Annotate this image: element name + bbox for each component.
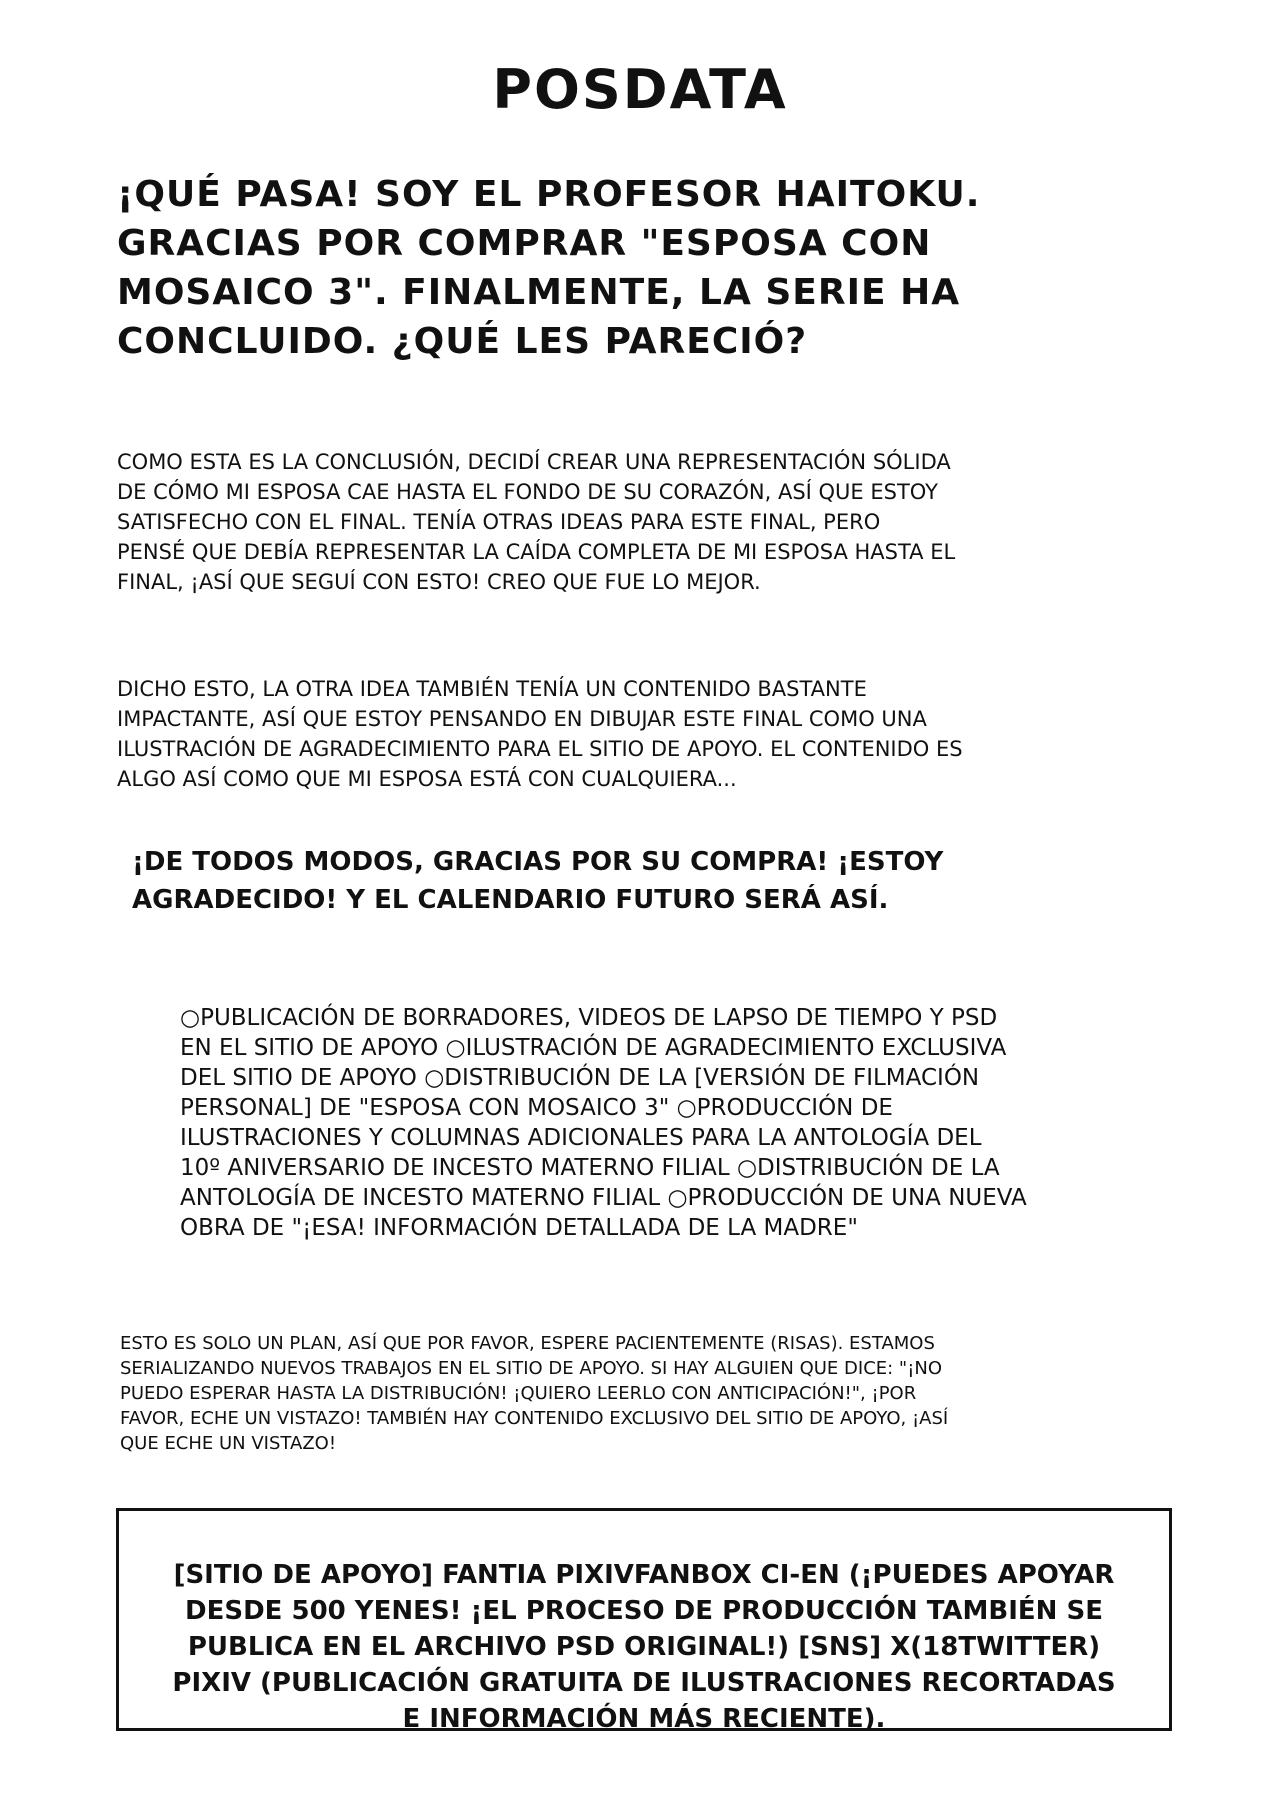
support-info-box [116, 1508, 1172, 1734]
paragraph-other-idea: DICHO ESTO, LA OTRA IDEA TAMBIÉN TENÍA UN CONTENIDO BASTANTE IMPACTANTE, ASÍ QUE ESTOY PENSANDO EN DIBUJAR ESTE FINAL COMO UNA ILUSTRACIÓN DE AGRADECIMIENTO PARA EL SITIO DE APOYO. EL CONTENIDO ES ALGO ASÍ COMO QUE MI ESPOSA ESTÁ CON CUALQUIERA... [117, 677, 963, 791]
paragraph-conclusion: COMO ESTA ES LA CONCLUSIÓN, DECIDÍ CREAR UNA REPRESENTACIÓN SÓLIDA DE CÓMO MI ESPOSA CAE HASTA EL FONDO DE SU CORAZÓN, ASÍ QUE ESTOY SATISFECHO CON EL FINAL. TENÍA OTRAS IDEAS PARA ESTE FINAL, PERO PENSÉ QUE DEBÍA REPRESENTAR LA CAÍDA COMPLETA DE MI ESPOSA HASTA EL FINAL, ¡ASÍ QUE SEGUÍ CON ESTO! CREO QUE FUE LO MEJOR. [117, 450, 956, 594]
plan-note: ESTO ES SOLO UN PLAN, ASÍ QUE POR FAVOR, ESPERE PACIENTEMENTE (RISAS). ESTAMOS SERIALIZANDO NUEVOS TRABAJOS EN EL SITIO DE APOYO. SI HAY ALGUIEN QUE DICE: "¡NO PUEDO ESPERAR HASTA LA DISTRIBUCIÓN! ¡QUIERO LEERLO CON ANTICIPACIÓN!", ¡POR FAVOR, ECHE UN VISTAZO! TAMBIÉN HAY CONTENIDO EXCLUSIVO DEL SITIO DE APOYO, ¡ASÍ QUE ECHE UN VISTAZO! [120, 1333, 949, 1454]
support-info-text: [SITIO DE APOYO] FANTIA PIXIVFANBOX CI-EN (¡PUEDES APOYAR DESDE 500 YENES! ¡EL PROCESO DE PRODUCCIÓN TAMBIÉN SE PUBLICA EN EL ARCHIVO PSD ORIGINAL!) [SNS] X(18TWITTER) PIXIV (PUBLICACIÓN GRATUITA DE ILUSTRACIONES RECORTADAS E INFORMACIÓN MÁS RECIENTE). [172, 1560, 1116, 1734]
page-title: POSDATA [492, 58, 788, 121]
thanks-text: ¡DE TODOS MODOS, GRACIAS POR SU COMPRA! ¡ESTOY AGRADECIDO! Y EL CALENDARIO FUTURO SERÁ ASÍ. [132, 847, 944, 915]
intro-text: ¡QUÉ PASA! SOY EL PROFESOR HAITOKU. GRACIAS POR COMPRAR "ESPOSA CON MOSAICO 3". FINALMENTE, LA SERIE HA CONCLUIDO. ¿QUÉ LES PARECIÓ? [117, 174, 981, 362]
schedule-list: ○PUBLICACIÓN DE BORRADORES, VIDEOS DE LAPSO DE TIEMPO Y PSD EN EL SITIO DE APOYO ○ILUSTRACIÓN DE AGRADECIMIENTO EXCLUSIVA DEL SITIO DE APOYO ○DISTRIBUCIÓN DE LA [VERSIÓN DE FILMACIÓN PERSONAL] DE "ESPOSA CON MOSAICO 3" ○PRODUCCIÓN DE ILUSTRACIONES Y COLUMNAS ADICIONALES PARA LA ANTOLOGÍA DEL 10º ANIVERSARIO DE INCESTO MATERNO FILIAL ○DISTRIBUCIÓN DE LA ANTOLOGÍA DE INCESTO MATERNO FILIAL ○PRODUCCIÓN DE UNA NUEVA OBRA DE "¡ESA! INFORMACIÓN DETALLADA DE LA MADRE" [180, 1005, 1027, 1241]
